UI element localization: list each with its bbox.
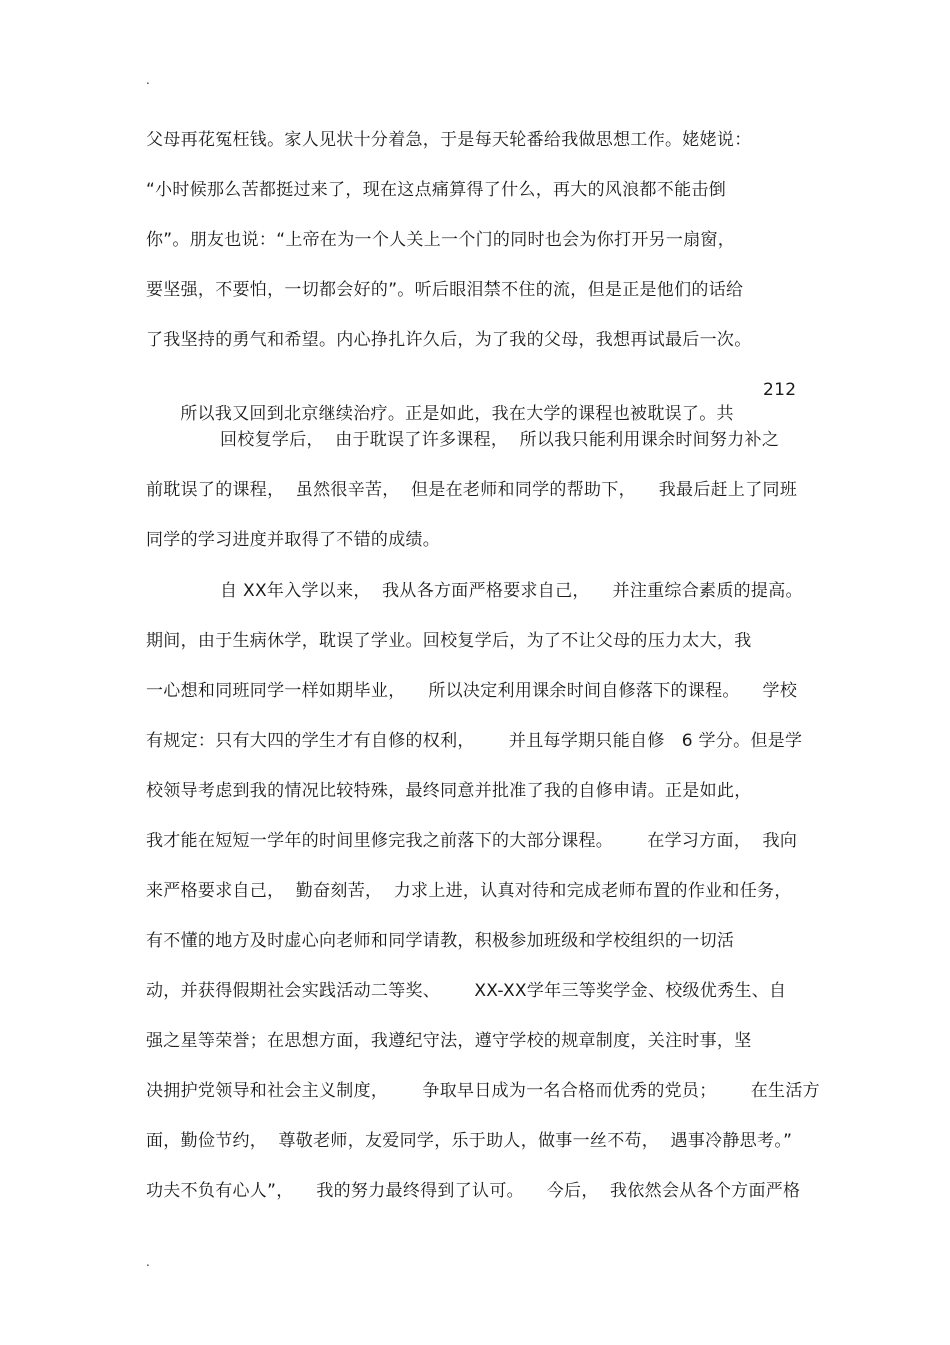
document-body — [146, 128, 820, 1229]
text-line: 动，并获得假期社会实践活动二等奖、 XX-XX学年三等奖学金、校级优秀生、自 — [146, 981, 787, 1001]
text-line: 同学的学习进度并取得了不错的成绩。 — [146, 530, 441, 550]
top-page-mark: . — [146, 73, 150, 87]
text-line: 了我坚持的勇气和希望。内心挣扎许久后，为了我的父母，我想再试最后一次。 — [146, 330, 752, 350]
text-line: 功夫不负有心人”， 我的努力最终得到了认可。 今后， 我依然会从各个方面严格 — [146, 1181, 801, 1201]
text-line: 面，勤俭节约， 尊敬老师，友爱同学，乐于助人，做事一丝不苟， 遇事冷静思考。” — [146, 1131, 793, 1151]
text-line: 我才能在短短一学年的时间里修完我之前落下的大部分课程。 在学习方面， 我向 — [146, 831, 798, 851]
text-line: 校领导考虑到我的情况比较特殊，最终同意并批准了我的自修申请。正是如此， — [146, 781, 752, 801]
bottom-page-mark: . — [146, 1255, 150, 1269]
text-line: 要坚强，不要怕，一切都会好的”。听后眼泪禁不住的流，但是正是他们的话给 — [146, 280, 744, 300]
paragraph-first-line: 自 XX年入学以来， 我从各方面严格要求自己， 并注重综合素质的提高。 — [220, 581, 803, 601]
text-line: 父母再花冤枉钱。家人见状十分着急，于是每天轮番给我做思想工作。姥姥说： — [146, 130, 752, 150]
text-line: “小时候那么苦都挺过来了，现在这点痛算得了什么，再大的风浪都不能击倒 — [146, 180, 727, 200]
text-line-with-page-number — [146, 378, 806, 428]
paragraph-first-line: 回校复学后， 由于耽误了许多课程， 所以我只能利用课余时间努力补之 — [220, 430, 780, 450]
text-line: 强之星等荣誉；在思想方面，我遵纪守法，遵守学校的规章制度，关注时事，坚 — [146, 1031, 752, 1051]
text-line: 有规定：只有大四的学生才有自修的权利， 并且每学期只能自修 6 学分。但是学 — [146, 731, 803, 751]
text-line: 前耽误了的课程， 虽然很辛苦， 但是在老师和同学的帮助下， 我最后赶上了同班 — [146, 480, 798, 500]
text-line-content: 所以我又回到北京继续治疗。正是如此，我在大学的课程也被耽误了。共 — [180, 404, 734, 424]
text-line: 决拥护党领导和社会主义制度， 争取早日成为一名合格而优秀的党员； 在生活方 — [146, 1081, 820, 1101]
text-line: 期间，由于生病休学，耽误了学业。回校复学后，为了不让父母的压力太大，我 — [146, 631, 752, 651]
text-line: 有不懂的地方及时虚心向老师和同学请教，积极参加班级和学校组织的一切活 — [146, 931, 735, 951]
text-line: 一心想和同班同学一样如期毕业， 所以决定利用课余时间自修落下的课程。 学校 — [146, 681, 798, 701]
text-line: 来严格要求自己， 勤奋刻苦， 力求上进，认真对待和完成老师布置的作业和任务， — [146, 881, 792, 901]
text-line: 你”。朋友也说：“上帝在为一个人关上一个门的同时也会为你打开另一扇窗， — [146, 230, 736, 250]
page-number: 212 — [763, 380, 797, 400]
